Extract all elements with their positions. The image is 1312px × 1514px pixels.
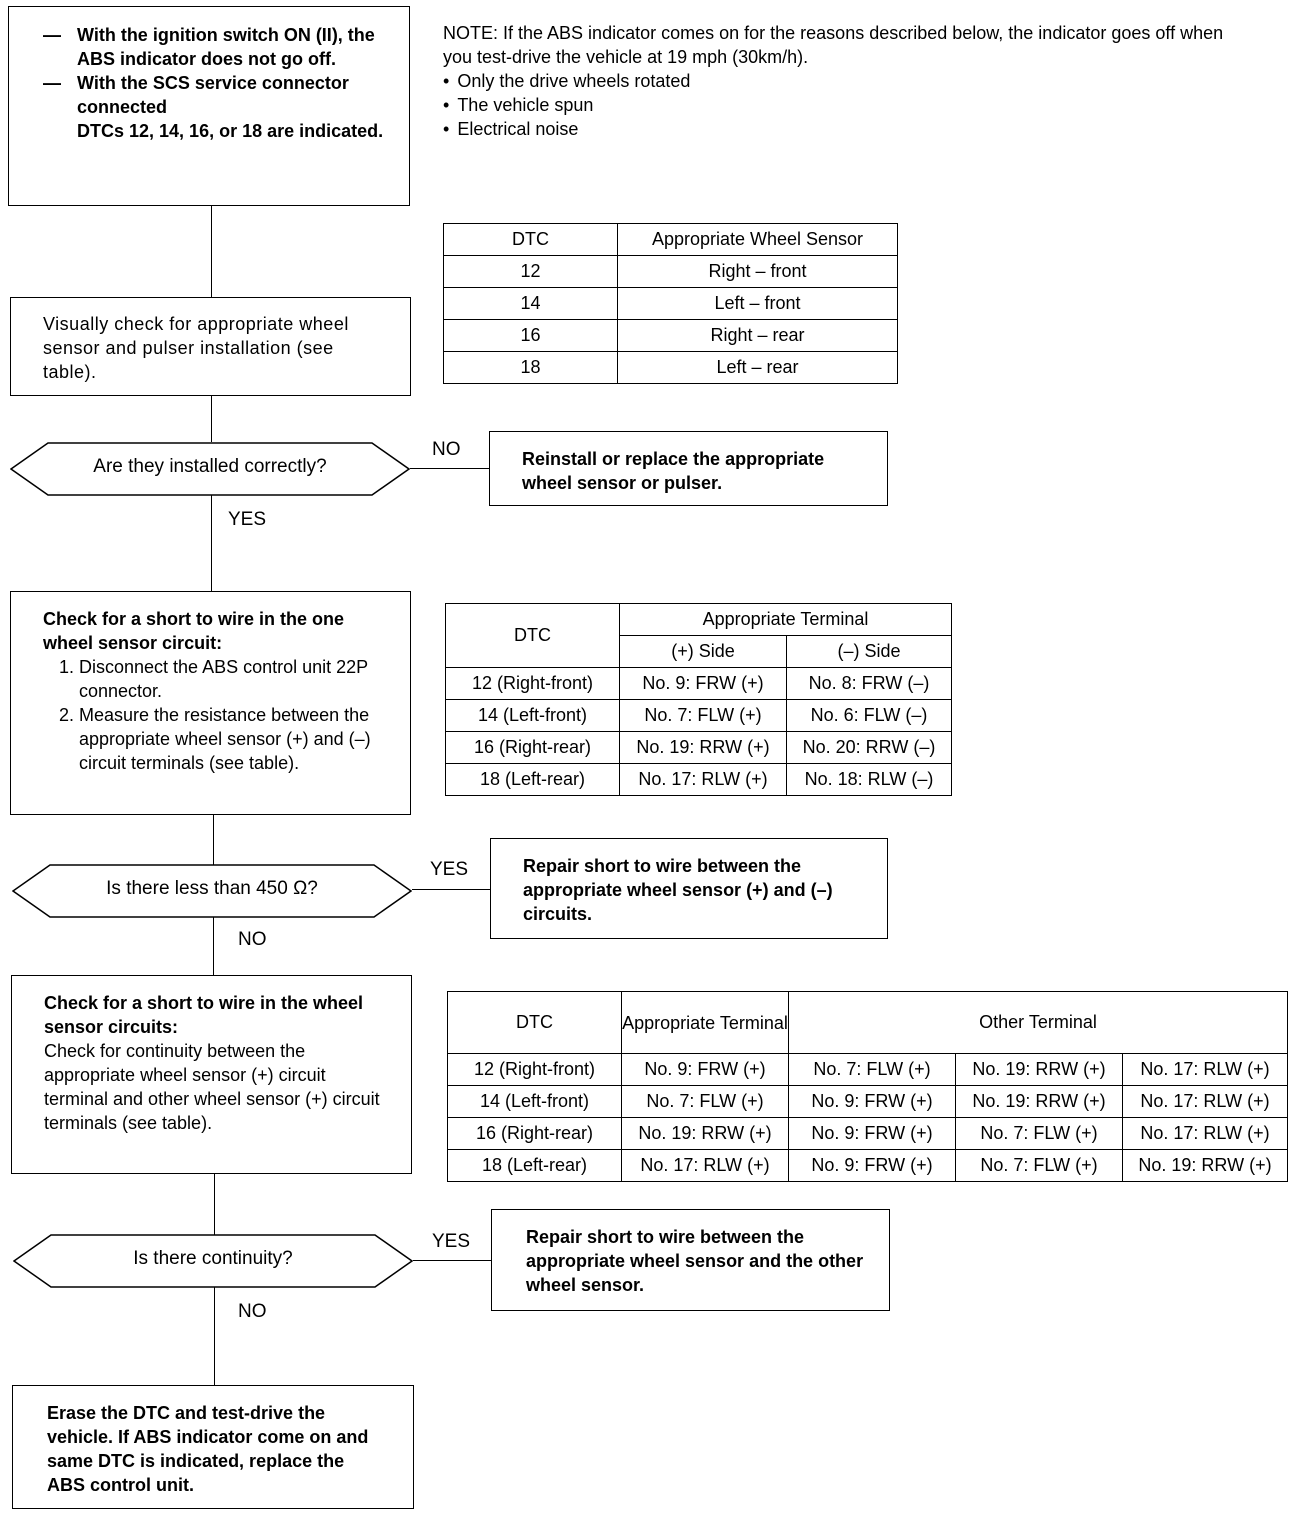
table-cell: 14 (Left-front) <box>448 1086 622 1118</box>
table-cell: No. 7: FLW (+) <box>789 1054 956 1086</box>
table-header: Appropriate Terminal <box>622 992 789 1054</box>
connector-line <box>211 205 212 297</box>
table-row <box>446 764 952 796</box>
table-header: DTC <box>448 992 622 1054</box>
table-row <box>444 256 898 288</box>
table-cell: 16 (Right-rear) <box>446 732 620 764</box>
decision-resistance <box>12 864 412 918</box>
table-cell: 18 (Left-rear) <box>448 1150 622 1182</box>
table-header-row <box>446 604 952 636</box>
repair-short-1-text: Repair short to wire between the appropriate wheel sensor (+) and (–) circuits. <box>523 856 833 924</box>
table-cell: No. 9: FRW (+) <box>620 668 787 700</box>
note-text: NOTE: If the ABS indicator comes on for the reasons described below, the indicator goes off when you test-drive the vehicle at 19 mph (30km/h). <box>443 23 1224 67</box>
table-row <box>446 668 952 700</box>
short-check-1-step: 2. Measure the resistance between the appropriate wheel sensor (+) and (–) circuit terminals (see table). <box>79 703 382 775</box>
visual-check-text: Visually check for appropriate wheel sensor and pulser installation (see table). <box>43 314 349 382</box>
table-row <box>446 700 952 732</box>
table-cell: Right – front <box>618 256 898 288</box>
short-check-1-title: Check for a short to wire in the one wheel sensor circuit: <box>43 609 345 653</box>
short-check-1-step: 1. Disconnect the ABS control unit 22P connector. <box>79 655 382 703</box>
table-row <box>448 1086 1288 1118</box>
table-cell: No. 9: FRW (+) <box>622 1054 789 1086</box>
decision-continuity <box>13 1234 413 1288</box>
table-cell: No. 17: RLW (+) <box>622 1150 789 1182</box>
table-cell: No. 17: RLW (+) <box>1123 1054 1288 1086</box>
terminal-table <box>445 603 952 796</box>
branch-no-label: NO <box>432 439 461 460</box>
note-block <box>443 21 1233 141</box>
table-cell: No. 9: FRW (+) <box>789 1118 956 1150</box>
table-header: Appropriate Terminal <box>620 604 952 636</box>
table-header-row <box>444 224 898 256</box>
table-header: (–) Side <box>787 636 952 668</box>
table-cell: No. 7: FLW (+) <box>956 1118 1123 1150</box>
short-check-2-body: Check for continuity between the appropriate wheel sensor (+) circuit terminal and other wheel sensor (+) circuit terminals (see table). <box>44 1041 380 1133</box>
decision-installed <box>10 442 410 496</box>
erase-dtc-box <box>12 1385 414 1509</box>
table-cell: 14 (Left-front) <box>446 700 620 732</box>
start-condition-1: With the ignition switch ON (II), the ABS indicator does not go off. <box>77 25 375 69</box>
start-condition-3: DTCs 12, 14, 16, or 18 are indicated. <box>77 121 384 141</box>
connector-line <box>213 814 214 866</box>
repair-short-box-1 <box>490 838 888 939</box>
connector-line <box>412 889 491 890</box>
table-cell: 14 <box>444 288 618 320</box>
table-header: DTC <box>444 224 618 256</box>
note-bullet: • Only the drive wheels rotated <box>443 69 1233 93</box>
table-cell: 12 <box>444 256 618 288</box>
table-cell: Right – rear <box>618 320 898 352</box>
table-cell: 16 (Right-rear) <box>448 1118 622 1150</box>
table-cell: No. 17: RLW (+) <box>620 764 787 796</box>
branch-no-label: NO <box>238 1301 267 1322</box>
table-row <box>448 1118 1288 1150</box>
connector-line <box>214 1173 215 1236</box>
table-cell: 12 (Right-front) <box>448 1054 622 1086</box>
table-cell: No. 6: FLW (–) <box>787 700 952 732</box>
short-check-box-1 <box>10 591 411 815</box>
table-row <box>448 1054 1288 1086</box>
other-terminal-table <box>447 991 1288 1182</box>
table-row <box>446 732 952 764</box>
connector-line <box>410 468 490 469</box>
table-row <box>444 320 898 352</box>
table-cell: 18 <box>444 352 618 384</box>
decision-resistance-text: Is there less than 450 Ω? <box>106 878 318 899</box>
table-cell: No. 19: RRW (+) <box>956 1086 1123 1118</box>
start-condition-box: — With the ignition switch ON (II), the ABS indicator does not go off. — With the SCS service connector connected DTCs 12, 14, 16, or 18 are indicated. <box>8 6 410 206</box>
table-cell: No. 17: RLW (+) <box>1123 1086 1288 1118</box>
start-condition-2: With the SCS service connector connected <box>77 73 349 117</box>
wheel-sensor-table <box>443 223 898 384</box>
visual-check-box <box>10 297 411 396</box>
table-cell: No. 18: RLW (–) <box>787 764 952 796</box>
branch-yes-label: YES <box>432 1231 471 1252</box>
table-cell: No. 9: FRW (+) <box>789 1086 956 1118</box>
table-header: Appropriate Wheel Sensor <box>618 224 898 256</box>
table-cell: No. 7: FLW (+) <box>620 700 787 732</box>
branch-yes-label: YES <box>228 509 267 530</box>
table-cell: No. 7: FLW (+) <box>622 1086 789 1118</box>
table-row <box>448 1150 1288 1182</box>
table-header: DTC <box>446 604 620 668</box>
decision-continuity-text: Is there continuity? <box>133 1248 293 1269</box>
connector-line <box>213 916 214 976</box>
connector-line <box>413 1260 492 1261</box>
table-row <box>444 352 898 384</box>
short-check-box-2 <box>11 975 412 1174</box>
reinstall-action-text: Reinstall or replace the appropriate wheel sensor or pulser. <box>522 449 825 493</box>
decision-installed-text: Are they installed correctly? <box>93 456 327 477</box>
branch-no-label: NO <box>238 929 267 950</box>
table-cell: No. 9: FRW (+) <box>789 1150 956 1182</box>
table-cell: No. 8: FRW (–) <box>787 668 952 700</box>
table-cell: No. 19: RRW (+) <box>956 1054 1123 1086</box>
table-cell: No. 19: RRW (+) <box>620 732 787 764</box>
table-header: (+) Side <box>620 636 787 668</box>
table-cell: No. 20: RRW (–) <box>787 732 952 764</box>
table-row <box>444 288 898 320</box>
repair-short-box-2 <box>491 1209 890 1311</box>
table-cell: No. 17: RLW (+) <box>1123 1118 1288 1150</box>
table-cell: 18 (Left-rear) <box>446 764 620 796</box>
table-cell: 12 (Right-front) <box>446 668 620 700</box>
table-header-row <box>448 992 1288 1054</box>
table-cell: Left – front <box>618 288 898 320</box>
connector-line <box>211 494 212 592</box>
table-cell: No. 19: RRW (+) <box>622 1118 789 1150</box>
connector-line <box>211 395 212 442</box>
note-bullet: • The vehicle spun <box>443 93 1233 117</box>
connector-line <box>214 1286 215 1386</box>
table-cell: No. 19: RRW (+) <box>1123 1150 1288 1182</box>
reinstall-action-box <box>489 431 888 506</box>
table-cell: No. 7: FLW (+) <box>956 1150 1123 1182</box>
repair-short-2-text: Repair short to wire between the appropriate wheel sensor and the other wheel sensor. <box>526 1227 864 1295</box>
table-cell: Left – rear <box>618 352 898 384</box>
table-header: Other Terminal <box>789 992 1288 1054</box>
erase-dtc-text: Erase the DTC and test-drive the vehicle. If ABS indicator come on and same DTC is indicated, replace the ABS control unit. <box>47 1403 369 1495</box>
table-cell: 16 <box>444 320 618 352</box>
short-check-2-title: Check for a short to wire in the wheel sensor circuits: <box>44 993 364 1037</box>
note-bullet: • Electrical noise <box>443 117 1233 141</box>
branch-yes-label: YES <box>430 859 469 880</box>
